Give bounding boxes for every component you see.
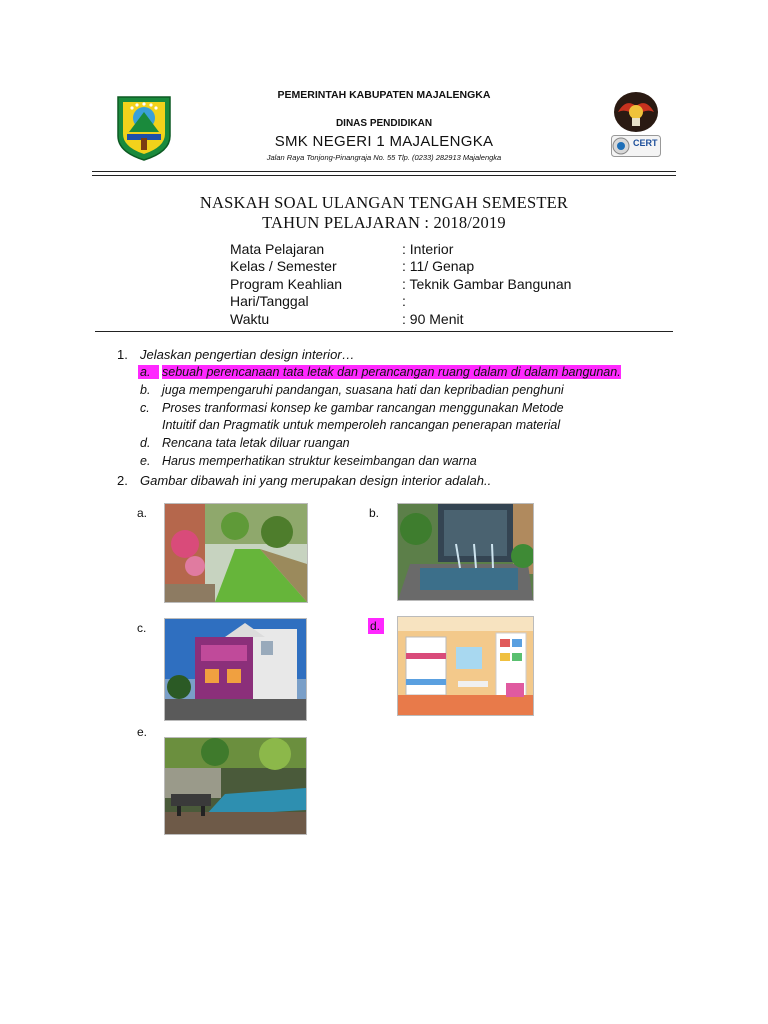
info-value: : 90 Menit bbox=[402, 311, 464, 327]
info-label: Mata Pelajaran bbox=[230, 241, 325, 257]
question-number: 2. bbox=[117, 473, 128, 488]
info-row-program bbox=[230, 276, 650, 294]
info-divider bbox=[95, 331, 673, 332]
option-letter: b. bbox=[140, 383, 151, 397]
info-row-class bbox=[230, 258, 650, 276]
info-label: Program Keahlian bbox=[230, 276, 343, 292]
option-letter: a. bbox=[138, 365, 159, 379]
garden-photo bbox=[164, 503, 308, 603]
option-text: Intuitif dan Pragmatik untuk memperoleh rancangan penerapan material bbox=[162, 418, 561, 432]
option-c bbox=[140, 401, 680, 417]
info-label: Waktu bbox=[230, 311, 270, 327]
info-row-subject bbox=[230, 241, 650, 259]
info-value: : 11/ Genap bbox=[402, 258, 475, 274]
exam-title: NASKAH SOAL ULANGAN TENGAH SEMESTER bbox=[199, 193, 569, 212]
option-text: sebuah perencanaan tata letak dan perancangan ruang dalam di dalam bangunan. bbox=[162, 365, 621, 379]
question-number: 1. bbox=[117, 347, 128, 362]
option-c-continued bbox=[162, 418, 682, 434]
option-letter: d. bbox=[140, 436, 151, 450]
department-heading: DINAS PENDIDIKAN bbox=[335, 118, 433, 129]
info-value: : Interior bbox=[402, 241, 454, 257]
academic-year-title: TAHUN PELAJARAN : 2018/2019 bbox=[262, 213, 506, 232]
question-text: Jelaskan pengertian design interior… bbox=[140, 347, 355, 362]
option-b bbox=[140, 383, 680, 399]
option-text: Harus memperhatikan struktur keseimbangan dan warna bbox=[162, 454, 477, 468]
header-divider-thin bbox=[92, 175, 676, 176]
school-address: Jalan Raya Tonjong-Pinangraja No. 55 Tlp. (0233) 282913 Majalengka bbox=[266, 153, 502, 162]
question-text: Gambar dibawah ini yang merupakan design interior adalah.. bbox=[140, 473, 492, 488]
info-value: : Teknik Gambar Bangunan bbox=[402, 276, 572, 292]
option-letter: c. bbox=[140, 401, 150, 415]
info-row-date bbox=[230, 293, 650, 311]
pool-terrace-photo bbox=[164, 737, 307, 835]
info-row-duration bbox=[230, 311, 650, 329]
image-option-letter: c. bbox=[137, 621, 147, 635]
image-option-letter: b. bbox=[369, 506, 380, 520]
image-option-letter: a. bbox=[137, 506, 148, 520]
school-name: SMK NEGERI 1 MAJALENGKA bbox=[274, 133, 494, 150]
image-option-letter: d. bbox=[368, 618, 384, 634]
option-d bbox=[140, 436, 680, 452]
cert-badge-label: CERT bbox=[633, 138, 658, 148]
info-label: Hari/Tanggal bbox=[230, 293, 309, 309]
house-photo bbox=[164, 618, 307, 721]
image-option-letter: e. bbox=[137, 725, 148, 739]
option-letter: e. bbox=[140, 454, 151, 468]
government-heading: PEMERINTAH KABUPATEN MAJALENGKA bbox=[277, 89, 491, 101]
option-text: Rencana tata letak diluar ruangan bbox=[162, 436, 350, 450]
fountain-photo bbox=[397, 503, 534, 601]
option-e bbox=[140, 454, 680, 470]
info-label: Kelas / Semester bbox=[230, 258, 337, 274]
header-divider-thick bbox=[92, 171, 676, 172]
option-text: Proses tranformasi konsep ke gambar rancangan menggunakan Metode bbox=[162, 401, 564, 415]
option-a bbox=[140, 365, 680, 381]
info-value: : bbox=[402, 293, 406, 309]
option-text: juga mempengaruhi pandangan, suasana hati dan kepribadian penghuni bbox=[162, 383, 564, 397]
bedroom-photo bbox=[397, 616, 534, 716]
